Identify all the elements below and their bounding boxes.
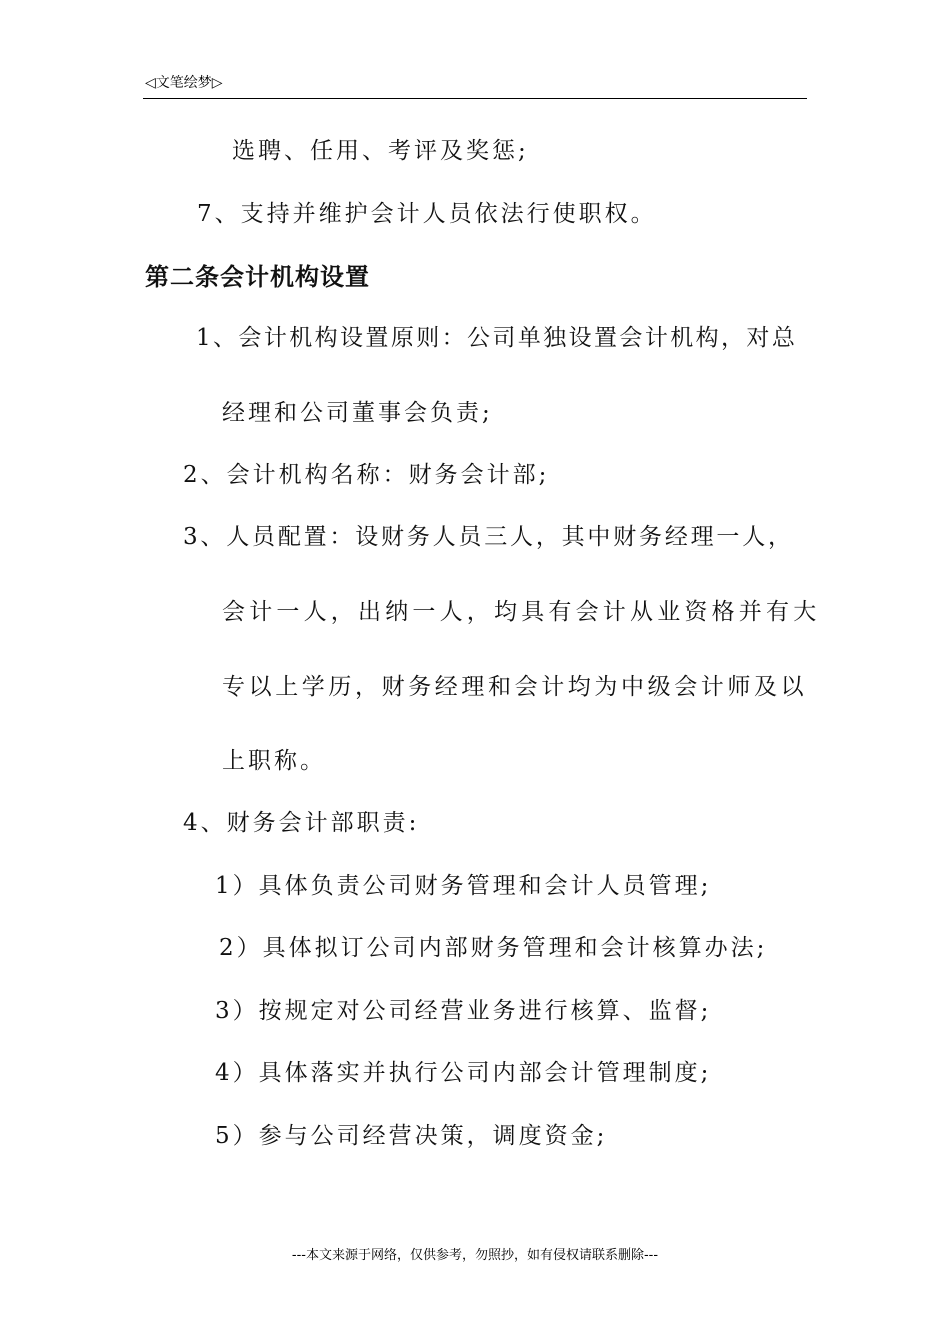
text-line: 2、会计机构名称：财务会计部; <box>183 462 550 488</box>
text-line: 专以上学历，财务经理和会计均为中级会计师及以 <box>222 674 808 700</box>
text-line: 3、人员配置：设财务人员三人，其中财务经理一人， <box>183 524 794 550</box>
page-footer: ---本文来源于网络，仅供参考，勿照抄，如有侵权请联系删除--- <box>291 1248 659 1263</box>
text-line: 4、财务会计部职责: <box>183 810 420 836</box>
list-item: 5）参与公司经营决策，调度资金; <box>215 1123 608 1149</box>
text-line: 1、会计机构设置原则：公司单独设置会计机构，对总 <box>196 325 798 351</box>
text-line: 7、支持并维护会计人员依法行使职权。 <box>197 201 657 227</box>
text-line: 上职称。 <box>222 748 326 774</box>
list-item: 4）具体落实并执行公司内部会计管理制度; <box>215 1060 712 1086</box>
section-heading: 第二条会计机构设置 <box>145 263 370 291</box>
list-item: 1）具体负责公司财务管理和会计人员管理; <box>215 873 712 899</box>
text-line: 会计一人，出纳一人，均具有会计从业资格并有大 <box>222 599 821 625</box>
text-line: 选聘、任用、考评及奖惩; <box>232 138 529 164</box>
text-line: 经理和公司董事会负责; <box>222 400 493 426</box>
list-item: 3）按规定对公司经营业务进行核算、监督; <box>215 998 712 1024</box>
header-divider <box>143 98 807 99</box>
page-header: ◁文笔绘梦▷ <box>145 75 223 91</box>
list-item: 2）具体拟订公司内部财务管理和会计核算办法; <box>219 935 768 961</box>
